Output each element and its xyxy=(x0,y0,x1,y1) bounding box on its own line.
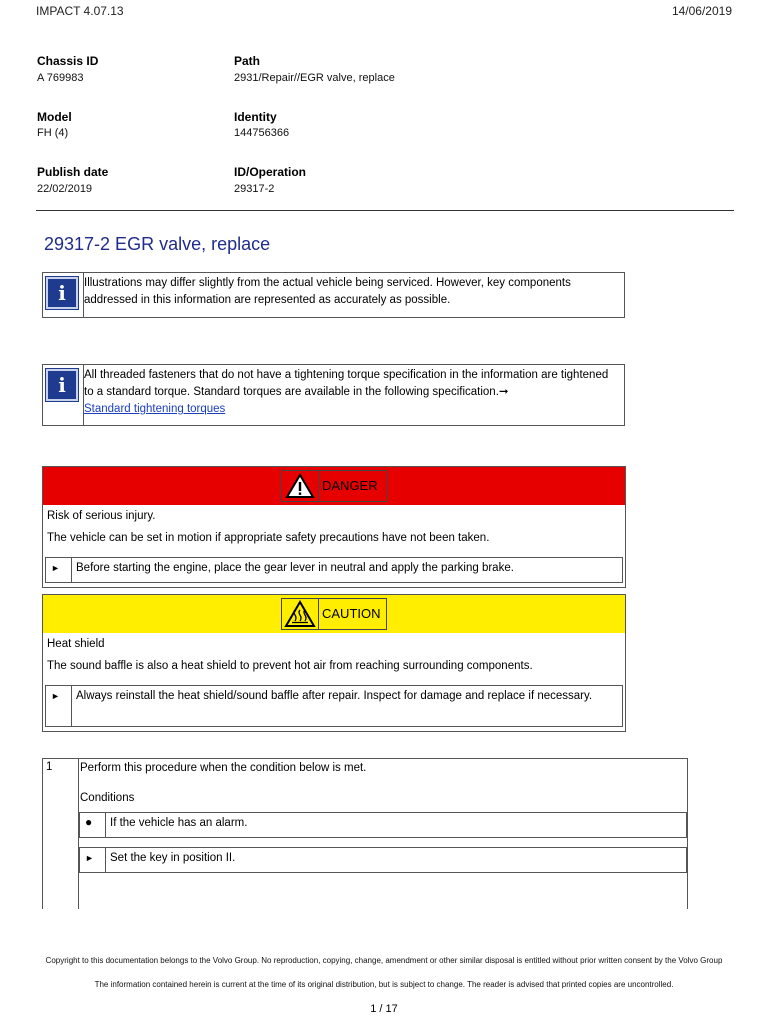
caution-line: The sound baffle is also a heat shield to prevent hot air from reaching surrounding components. xyxy=(47,660,533,672)
arrow-bullet-icon: ► xyxy=(46,558,72,582)
danger-badge xyxy=(281,470,387,502)
danger-label: DANGER xyxy=(322,478,378,493)
condition-row xyxy=(79,812,687,838)
header-divider xyxy=(36,210,734,211)
publish-date-value: 22/02/2019 xyxy=(37,183,93,195)
info-note-text: All threaded fasteners that do not have a tightening torque specification in the information are tightened to a standard torque. Standard torques are available in the following specification.➞ xyxy=(84,369,609,398)
print-date: 14/06/2019 xyxy=(671,4,732,18)
procedure-step xyxy=(42,758,688,909)
publish-date-label: Publish date xyxy=(37,165,109,179)
copyright-notice: Copyright to this documentation belongs to the Volvo Group. No reproduction, copying, change, amendment or other similar disposal is entitled without prior written consent by the Volvo Group xyxy=(45,956,723,965)
caution-header xyxy=(43,595,625,633)
step-text: Perform this procedure when the condition below is met. xyxy=(80,762,367,774)
danger-bullet-text: Before starting the engine, place the gear lever in neutral and apply the parking brake. xyxy=(76,562,514,574)
identity-label: Identity xyxy=(234,110,277,124)
arrow-bullet-icon: ► xyxy=(46,686,72,726)
standard-torques-link[interactable]: Standard tightening torques xyxy=(84,403,226,415)
danger-bullet-row xyxy=(45,557,623,583)
action-row xyxy=(79,847,687,873)
info-note xyxy=(42,364,625,426)
step-number: 1 xyxy=(43,759,79,909)
danger-line: Risk of serious injury. xyxy=(47,510,156,522)
caution-badge xyxy=(281,598,387,630)
model-label: Model xyxy=(37,110,72,124)
warning-triangle-icon xyxy=(282,471,319,501)
caution-bullet-text: Always reinstall the heat shield/sound baffle after repair. Inspect for damage and replace if necessary. xyxy=(76,690,593,702)
condition-text: If the vehicle has an alarm. xyxy=(110,817,248,829)
info-icon: i xyxy=(46,277,78,309)
conditions-label: Conditions xyxy=(80,792,135,804)
page-title: 29317-2 EGR valve, replace xyxy=(44,234,271,254)
caution-bullet-row xyxy=(45,685,623,727)
distribution-notice: The information contained herein is current at the time of its original distribution, but is subject to change. The reader is advised that printed copies are uncontrolled. xyxy=(94,980,674,989)
info-note-text: Illustrations may differ slightly from the actual vehicle being serviced. However, key components addressed in this information are represented as accurately as possible. xyxy=(84,277,571,306)
arrow-bullet-icon: ► xyxy=(80,848,106,872)
page-number: 1 / 17 xyxy=(370,1003,398,1015)
caution-label: CAUTION xyxy=(322,606,381,621)
danger-header xyxy=(43,467,625,505)
danger-line: The vehicle can be set in motion if appropriate safety precautions have not been taken. xyxy=(47,532,490,544)
info-icon: i xyxy=(46,369,78,401)
dot-bullet-icon: ● xyxy=(80,813,106,837)
operation-value: 29317-2 xyxy=(234,183,275,195)
info-note xyxy=(42,272,625,318)
app-version: IMPACT 4.07.13 xyxy=(36,4,124,18)
caution-line: Heat shield xyxy=(47,638,105,650)
chassis-id-label: Chassis ID xyxy=(37,54,99,68)
danger-block xyxy=(42,466,626,588)
identity-value: 144756366 xyxy=(234,127,290,139)
hot-surface-icon xyxy=(282,599,319,629)
operation-label: ID/Operation xyxy=(234,165,307,179)
path-value: 2931/Repair//EGR valve, replace xyxy=(234,72,395,84)
caution-block xyxy=(42,594,626,732)
chassis-id-value: A 769983 xyxy=(37,72,84,84)
model-value: FH (4) xyxy=(37,127,69,139)
action-text: Set the key in position II. xyxy=(110,852,236,864)
path-label: Path xyxy=(234,54,261,68)
